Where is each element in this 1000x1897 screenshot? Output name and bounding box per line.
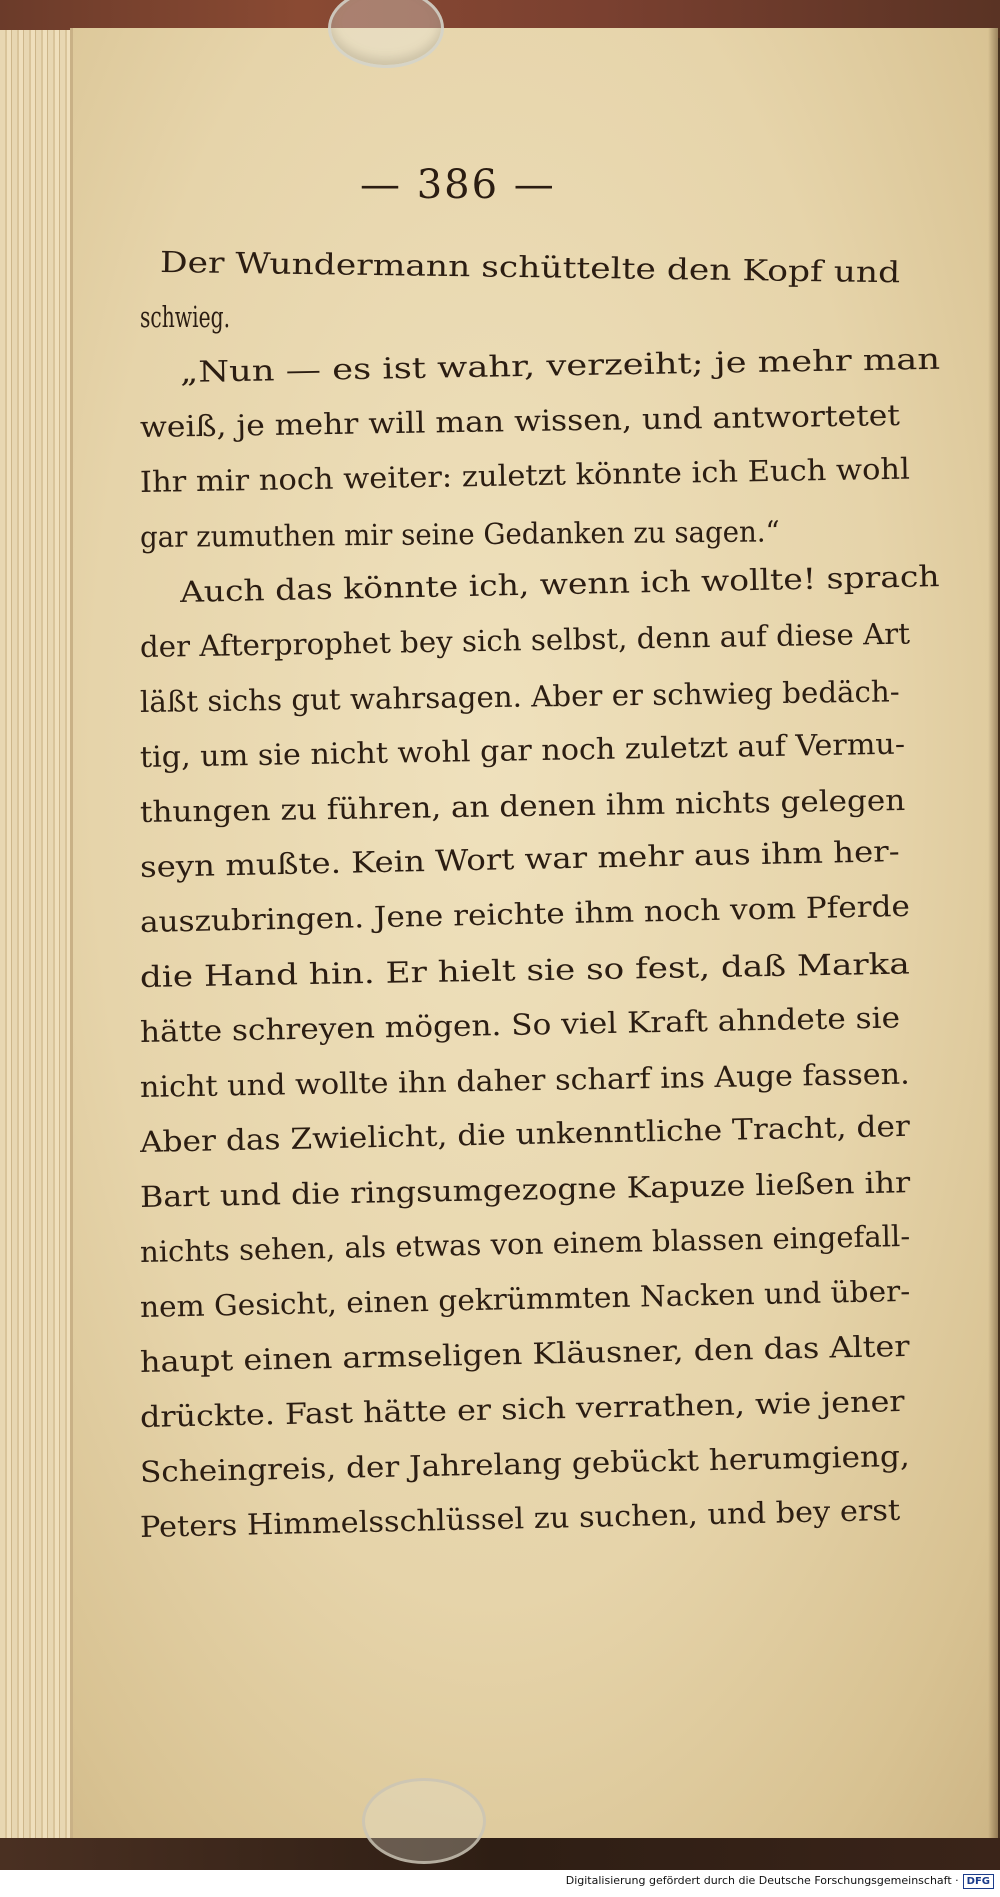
text-line: nem Gesicht, einen gekrümmten Nacken und über- xyxy=(139,1273,911,1324)
page-gutter-shadow xyxy=(988,28,1000,1840)
text-line: läßt sichs gut wahrsagen. Aber er schwieg bedäch- xyxy=(139,674,900,719)
text-line: der Afterprophet bey sich selbst, denn auf diese Art xyxy=(139,616,911,664)
text-line: Der Wundermann schüttelte den Kopf und xyxy=(159,245,901,290)
text-line: „Nun — es ist wahr, verzeiht; je mehr man xyxy=(179,341,941,389)
text-line: Scheingreis, der Jahrelang gebückt herumgieng, xyxy=(139,1438,911,1489)
text-line: nichts sehen, als etwas von einem blassen eingefall- xyxy=(139,1218,911,1269)
book-cover-bottom xyxy=(0,1838,1000,1870)
text-line: schwieg. xyxy=(140,300,231,334)
text-line: hätte schreyen mögen. So viel Kraft ahndete sie xyxy=(139,1000,901,1049)
text-line: haupt einen armseligen Kläusner, den das Alter xyxy=(139,1328,910,1379)
text-line: Bart und die ringsumgezogne Kapuze ließen ihr xyxy=(139,1165,911,1214)
credit-text: Digitalisierung gefördert durch die Deutsche Forschungsgemeinschaft · xyxy=(565,1874,959,1887)
text-line: Ihr mir noch weiter: zuletzt könnte ich Euch wohl xyxy=(139,451,911,499)
text-line: auszubringen. Jene reichte ihm noch vom Pferde xyxy=(139,888,911,939)
digitization-credit xyxy=(566,1874,994,1889)
text-line: seyn mußte. Kein Wort war mehr aus ihm her- xyxy=(139,834,901,884)
text-line: weiß, je mehr will man wissen, und antwortetet xyxy=(139,398,901,444)
page-number: — 386 — xyxy=(360,162,556,208)
dfg-logo: DFG xyxy=(963,1874,994,1889)
text-line: Auch das könnte ich, wenn ich wollte! sprach xyxy=(179,559,940,609)
text-line: Aber das Zwielicht, die unkenntliche Tracht, der xyxy=(139,1108,911,1159)
text-line: Peters Himmelsschlüssel zu suchen, und bey erst xyxy=(139,1492,901,1544)
text-line: nicht und wollte ihn daher scharf ins Auge fassen. xyxy=(139,1056,910,1104)
glass-clip-bottom xyxy=(362,1778,486,1864)
text-line: tig, um sie nicht wohl gar noch zuletzt auf Vermu- xyxy=(139,726,906,774)
page-edges xyxy=(0,30,72,1840)
text-line: gar zumuthen mir seine Gedanken zu sagen.“ xyxy=(139,514,780,554)
text-line: drückte. Fast hätte er sich verrathen, wie jener xyxy=(139,1383,905,1434)
text-line: die Hand hin. Er hielt sie so fest, daß Marka xyxy=(139,946,911,994)
text-line: thungen zu führen, an denen ihm nichts gelegen xyxy=(139,782,906,829)
